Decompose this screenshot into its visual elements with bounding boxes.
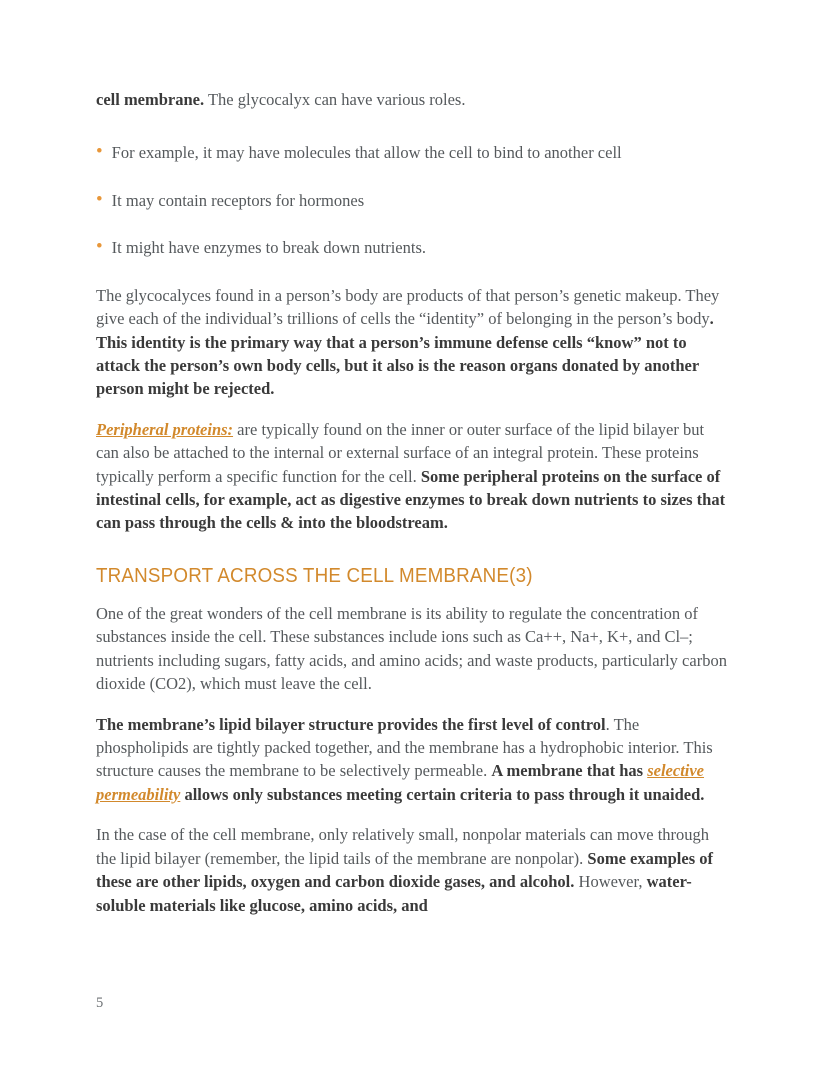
paragraph-text: . The phospholipids are tightly packed together, and the membrane has a hydrophobic interior. This structure causes the membrane to be selectively permeable. xyxy=(96,714,713,781)
list-item xyxy=(96,236,728,259)
list-item xyxy=(96,141,728,164)
peripheral-proteins-term-link[interactable]: Peripheral proteins: xyxy=(96,419,234,439)
bullet-dot-icon: • xyxy=(96,188,103,210)
document-body xyxy=(96,88,728,917)
list-item-label: For example, it may have molecules that allow the cell to bind to another cell xyxy=(111,143,622,163)
paragraph-text: However, xyxy=(574,872,647,892)
paragraph-text: are typically found on the inner or outer surface of the lipid bilayer but can also be attached to the internal or external surface of an integral protein. These proteins typically perform a specific function for the cell. xyxy=(96,419,705,486)
section-heading-transport: TRANSPORT ACROSS THE CELL MEMBRANE(3) xyxy=(96,564,533,587)
paragraph-glycocalyx-intro xyxy=(96,88,728,111)
bullet-dot-icon: • xyxy=(96,236,103,258)
paragraph-nonpolar-materials xyxy=(96,823,728,917)
list-item-label: It might have enzymes to break down nutrients. xyxy=(111,238,426,258)
paragraph-bold-text: . This identity is the primary way that a person’s immune defense cells “know” not to attack the person’s own body cells, but it also is the reason organs donated by another person might be rejected. xyxy=(96,309,714,399)
page-number: 5 xyxy=(96,995,104,1011)
list-item xyxy=(96,189,728,212)
list-item-label: It may contain receptors for hormones xyxy=(111,190,365,210)
paragraph-text: The glycocalyces found in a person’s body are products of that person’s genetic makeup. They give each of the individual’s trillions of cells the “identity” of belonging in the person’s body xyxy=(96,285,720,329)
paragraph-bold-text: Some examples of these are other lipids, oxygen and carbon dioxide gases, and alcohol. xyxy=(96,848,713,892)
paragraph-transport-intro: One of the great wonders of the cell membrane is its ability to regulate the concentration of substances inside the cell. These substances include ions such as Ca++, Na+, K+, and Cl–; nutrients including sugars, fatty acids, and amino acids; and waste products, particularly carbon dioxide (CO2), which must leave the cell. xyxy=(96,603,727,694)
paragraph-glycocalyces-identity xyxy=(96,284,728,401)
paragraph-bold-text: Some peripheral proteins on the surface of intestinal cells, for example, act as digestive enzymes to break down nutrients to sizes that can pass through the cells & into the bloodstream. xyxy=(96,466,726,533)
paragraph-lipid-bilayer-control xyxy=(96,713,728,807)
spacer xyxy=(96,128,728,141)
paragraph-bold-text: water-soluble materials like glucose, amino acids, and xyxy=(96,872,692,915)
paragraph-text: In the case of the cell membrane, only relatively small, nonpolar materials can move through the lipid bilayer (remember, the lipid tails of the membrane are nonpolar). xyxy=(96,825,710,868)
paragraph-bold-text: The membrane’s lipid bilayer structure provides the first level of control xyxy=(96,714,606,734)
bullet-dot-icon: • xyxy=(96,141,103,163)
paragraph-bold-text: allows only substances meeting certain criteria to pass through it unaided. xyxy=(180,784,705,804)
paragraph-lead-bold: cell membrane. xyxy=(96,90,205,109)
paragraph-bold-text: A membrane that has xyxy=(491,761,648,781)
selective-permeability-term-link[interactable]: selective permeability xyxy=(96,761,705,804)
paragraph-lead-rest: The glycocalyx can have various roles. xyxy=(204,90,466,109)
paragraph-peripheral-proteins xyxy=(96,418,728,535)
